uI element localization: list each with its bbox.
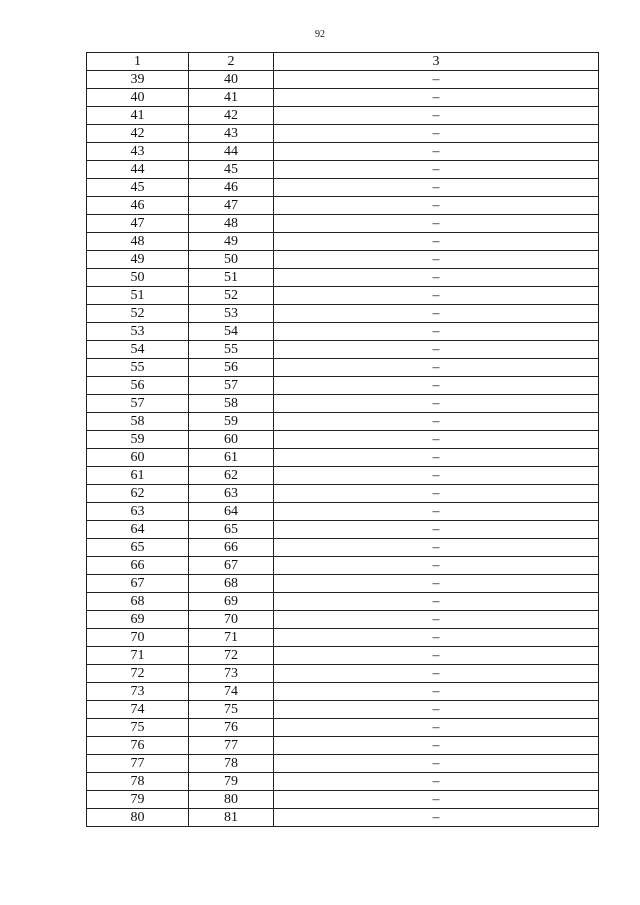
table-cell-col-2: 58 xyxy=(189,395,274,413)
table-body xyxy=(87,71,599,827)
table-cell-col-3: – xyxy=(274,647,599,665)
table-row xyxy=(87,683,599,701)
table-cell-col-1: 53 xyxy=(87,323,189,341)
table-cell-col-1: 49 xyxy=(87,251,189,269)
table-cell-col-1: 70 xyxy=(87,629,189,647)
table-cell-col-3: – xyxy=(274,575,599,593)
table-row xyxy=(87,611,599,629)
table-cell-col-1: 62 xyxy=(87,485,189,503)
table-cell-col-2: 80 xyxy=(189,791,274,809)
page-number: 92 xyxy=(315,29,325,40)
table-cell-col-3: – xyxy=(274,197,599,215)
table-row xyxy=(87,377,599,395)
table-cell-col-3: – xyxy=(274,791,599,809)
table-row xyxy=(87,359,599,377)
table-cell-col-3: – xyxy=(274,341,599,359)
table-cell-col-3: – xyxy=(274,359,599,377)
table-row xyxy=(87,557,599,575)
table-cell-col-3: – xyxy=(274,683,599,701)
table-cell-col-1: 52 xyxy=(87,305,189,323)
table-row xyxy=(87,161,599,179)
table-cell-col-3: – xyxy=(274,701,599,719)
table-cell-col-3: – xyxy=(274,413,599,431)
table-cell-col-2: 54 xyxy=(189,323,274,341)
table-cell-col-3: – xyxy=(274,539,599,557)
table-cell-col-2: 55 xyxy=(189,341,274,359)
table-cell-col-2: 61 xyxy=(189,449,274,467)
table-cell-col-1: 64 xyxy=(87,521,189,539)
table-cell-col-1: 76 xyxy=(87,737,189,755)
table-cell-col-1: 54 xyxy=(87,341,189,359)
table-cell-col-3: – xyxy=(274,467,599,485)
table-row xyxy=(87,809,599,827)
table-row xyxy=(87,107,599,125)
table-cell-col-3: – xyxy=(274,773,599,791)
table-row xyxy=(87,629,599,647)
table-cell-col-2: 69 xyxy=(189,593,274,611)
table-cell-col-2: 52 xyxy=(189,287,274,305)
table-cell-col-2: 75 xyxy=(189,701,274,719)
table-cell-col-2: 48 xyxy=(189,215,274,233)
table-cell-col-2: 59 xyxy=(189,413,274,431)
table-cell-col-1: 77 xyxy=(87,755,189,773)
table-cell-col-1: 63 xyxy=(87,503,189,521)
table-cell-col-1: 69 xyxy=(87,611,189,629)
table-header-row xyxy=(87,53,599,71)
table-cell-col-3: – xyxy=(274,89,599,107)
table-row xyxy=(87,665,599,683)
column-header-2: 2 xyxy=(189,53,274,71)
table-cell-col-2: 56 xyxy=(189,359,274,377)
table-cell-col-2: 74 xyxy=(189,683,274,701)
table-row xyxy=(87,179,599,197)
table-row xyxy=(87,449,599,467)
table-cell-col-1: 47 xyxy=(87,215,189,233)
table-cell-col-1: 55 xyxy=(87,359,189,377)
column-header-1: 1 xyxy=(87,53,189,71)
table-row xyxy=(87,251,599,269)
table-cell-col-3: – xyxy=(274,179,599,197)
table-cell-col-2: 73 xyxy=(189,665,274,683)
table-cell-col-3: – xyxy=(274,593,599,611)
table-cell-col-1: 66 xyxy=(87,557,189,575)
table-row xyxy=(87,413,599,431)
table-cell-col-1: 61 xyxy=(87,467,189,485)
table-cell-col-2: 60 xyxy=(189,431,274,449)
table-cell-col-2: 68 xyxy=(189,575,274,593)
table-cell-col-1: 72 xyxy=(87,665,189,683)
table-cell-col-2: 71 xyxy=(189,629,274,647)
data-table xyxy=(86,52,599,827)
table-cell-col-1: 80 xyxy=(87,809,189,827)
table-cell-col-3: – xyxy=(274,719,599,737)
table-row xyxy=(87,395,599,413)
table-row xyxy=(87,791,599,809)
table-row xyxy=(87,467,599,485)
table-cell-col-1: 39 xyxy=(87,71,189,89)
table-cell-col-2: 81 xyxy=(189,809,274,827)
table-cell-col-1: 46 xyxy=(87,197,189,215)
table-cell-col-1: 44 xyxy=(87,161,189,179)
table-row xyxy=(87,539,599,557)
table-cell-col-1: 67 xyxy=(87,575,189,593)
table-row xyxy=(87,719,599,737)
table-cell-col-1: 58 xyxy=(87,413,189,431)
table-cell-col-1: 40 xyxy=(87,89,189,107)
table-cell-col-1: 79 xyxy=(87,791,189,809)
table-cell-col-2: 65 xyxy=(189,521,274,539)
table-row xyxy=(87,755,599,773)
table-cell-col-1: 65 xyxy=(87,539,189,557)
table-cell-col-1: 71 xyxy=(87,647,189,665)
table-cell-col-1: 59 xyxy=(87,431,189,449)
table-cell-col-3: – xyxy=(274,737,599,755)
table-row xyxy=(87,701,599,719)
table-cell-col-3: – xyxy=(274,485,599,503)
table-cell-col-2: 57 xyxy=(189,377,274,395)
table-cell-col-2: 41 xyxy=(189,89,274,107)
table-cell-col-2: 70 xyxy=(189,611,274,629)
table-row xyxy=(87,143,599,161)
table-cell-col-2: 62 xyxy=(189,467,274,485)
table-row xyxy=(87,521,599,539)
table-cell-col-3: – xyxy=(274,629,599,647)
table-row xyxy=(87,323,599,341)
table-cell-col-2: 77 xyxy=(189,737,274,755)
table-cell-col-2: 53 xyxy=(189,305,274,323)
table-cell-col-3: – xyxy=(274,611,599,629)
table-cell-col-2: 49 xyxy=(189,233,274,251)
table-cell-col-3: – xyxy=(274,665,599,683)
table-cell-col-2: 63 xyxy=(189,485,274,503)
table-cell-col-2: 64 xyxy=(189,503,274,521)
table-cell-col-1: 45 xyxy=(87,179,189,197)
table-cell-col-1: 51 xyxy=(87,287,189,305)
table-cell-col-2: 66 xyxy=(189,539,274,557)
table-row xyxy=(87,233,599,251)
table-cell-col-2: 43 xyxy=(189,125,274,143)
table-row xyxy=(87,485,599,503)
table-cell-col-3: – xyxy=(274,431,599,449)
table-cell-col-1: 74 xyxy=(87,701,189,719)
table-cell-col-2: 76 xyxy=(189,719,274,737)
table-row xyxy=(87,71,599,89)
table-cell-col-3: – xyxy=(274,233,599,251)
table-row xyxy=(87,737,599,755)
table-row xyxy=(87,341,599,359)
table-cell-col-3: – xyxy=(274,215,599,233)
table-cell-col-2: 72 xyxy=(189,647,274,665)
table-cell-col-3: – xyxy=(274,395,599,413)
table-cell-col-3: – xyxy=(274,125,599,143)
table-cell-col-3: – xyxy=(274,809,599,827)
table-cell-col-1: 50 xyxy=(87,269,189,287)
table-row xyxy=(87,593,599,611)
table-cell-col-3: – xyxy=(274,107,599,125)
table-cell-col-3: – xyxy=(274,557,599,575)
table-row xyxy=(87,215,599,233)
table-row xyxy=(87,647,599,665)
table-cell-col-2: 40 xyxy=(189,71,274,89)
table-cell-col-3: – xyxy=(274,143,599,161)
table-cell-col-2: 79 xyxy=(189,773,274,791)
column-header-3: 3 xyxy=(274,53,599,71)
table-cell-col-2: 42 xyxy=(189,107,274,125)
table-cell-col-3: – xyxy=(274,323,599,341)
table-cell-col-2: 45 xyxy=(189,161,274,179)
table-cell-col-1: 48 xyxy=(87,233,189,251)
table-cell-col-3: – xyxy=(274,251,599,269)
table-cell-col-2: 78 xyxy=(189,755,274,773)
table-row xyxy=(87,575,599,593)
table-cell-col-1: 43 xyxy=(87,143,189,161)
table-cell-col-2: 47 xyxy=(189,197,274,215)
table-cell-col-3: – xyxy=(274,449,599,467)
table-cell-col-1: 68 xyxy=(87,593,189,611)
table-row xyxy=(87,125,599,143)
table-row xyxy=(87,269,599,287)
table-cell-col-3: – xyxy=(274,755,599,773)
table-row xyxy=(87,503,599,521)
table-cell-col-3: – xyxy=(274,305,599,323)
table-header xyxy=(87,53,599,71)
table-row xyxy=(87,287,599,305)
table-cell-col-1: 41 xyxy=(87,107,189,125)
table-cell-col-3: – xyxy=(274,71,599,89)
table-row xyxy=(87,773,599,791)
table-cell-col-3: – xyxy=(274,377,599,395)
table-cell-col-1: 57 xyxy=(87,395,189,413)
table-cell-col-2: 67 xyxy=(189,557,274,575)
table-cell-col-2: 51 xyxy=(189,269,274,287)
table-cell-col-1: 75 xyxy=(87,719,189,737)
table-row xyxy=(87,305,599,323)
table-cell-col-3: – xyxy=(274,161,599,179)
table-cell-col-1: 56 xyxy=(87,377,189,395)
table-cell-col-1: 73 xyxy=(87,683,189,701)
table-cell-col-3: – xyxy=(274,503,599,521)
table-row xyxy=(87,197,599,215)
table-row xyxy=(87,431,599,449)
table-cell-col-3: – xyxy=(274,521,599,539)
table-cell-col-1: 42 xyxy=(87,125,189,143)
table-cell-col-2: 46 xyxy=(189,179,274,197)
table-cell-col-2: 50 xyxy=(189,251,274,269)
table-cell-col-2: 44 xyxy=(189,143,274,161)
table-cell-col-3: – xyxy=(274,287,599,305)
table-cell-col-1: 60 xyxy=(87,449,189,467)
table-row xyxy=(87,89,599,107)
table-cell-col-3: – xyxy=(274,269,599,287)
table-cell-col-1: 78 xyxy=(87,773,189,791)
